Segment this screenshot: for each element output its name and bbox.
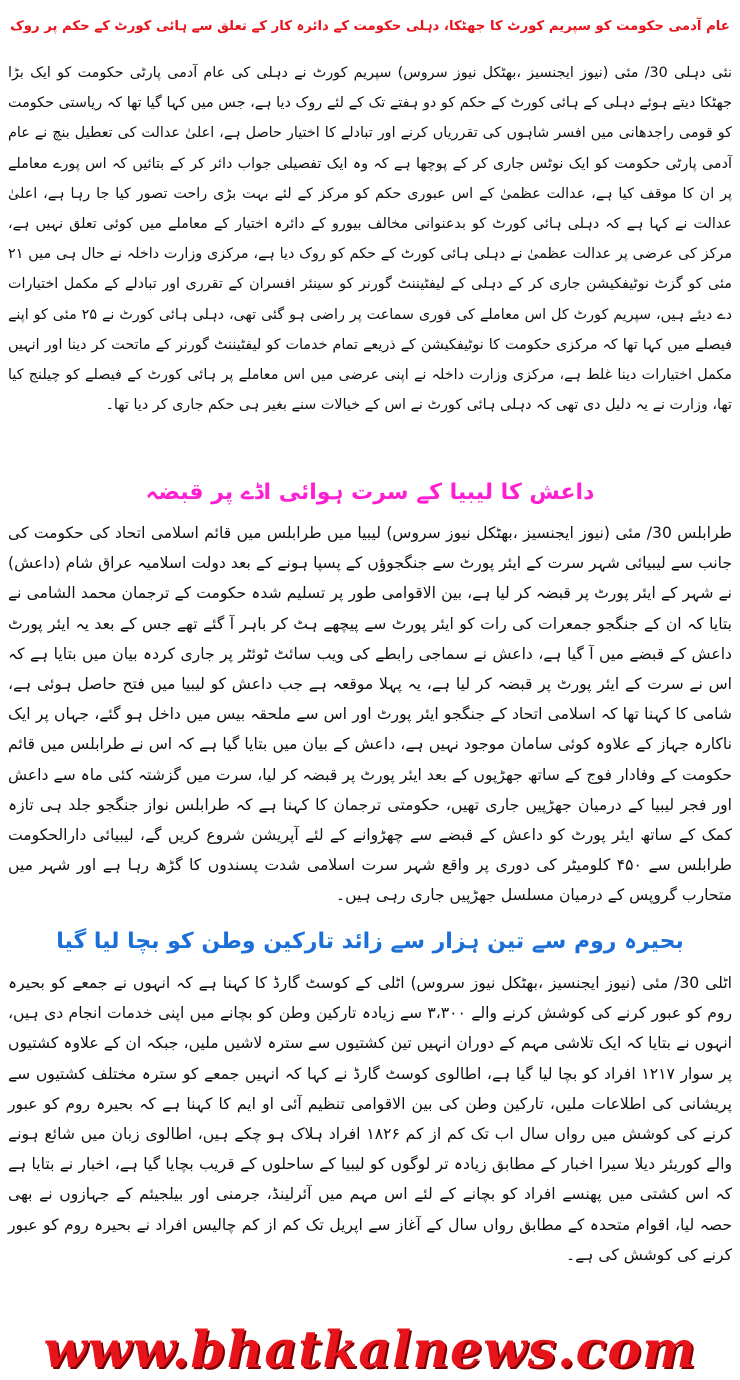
article2-headline: داعش کا لیبیا کے سرت ہوائی اڈے پر قبضہ <box>145 480 595 505</box>
article1-body: نئی دہلی 30/ مئی (نیوز ایجنسیز ،بھٹکل نیوز سروس) سپریم کورٹ نے دہلی کی عام آدمی پارٹی حکومت کو ایک بڑا جھٹکا دیتے ہوئے دہلی کے ہائی کورٹ کے حکم کو دو ہفتے تک کے لئے روک دیا ہے، جس میں کہا گیا تھا کہ ریاستی حکومت کو قومی راجدھانی میں افسر شاہوں کی تقرریاں کرنے اور تبادلے کا اختیار حاصل ہے، اعلیٰ عدالت کی تعطیل بنچ نے عام آدمی پارٹی حکومت کو ایک نوٹس جاری کر کے پوچھا ہے کہ وہ ایک تفصیلی جواب دائر کر کے بتائیں کہ اس پورے معاملے پر ان کا موقف کیا ہے، عدالت عظمیٰ کے اس عبوری حکم کو مرکز کے لئے بہت بڑی راحت تصور کیا جا رہا ہے، اعلیٰ عدالت نے کہا ہے کہ دہلی ہائی کورٹ کو بدعنوانی مخالف بیورو کے دائرہ اختیار کے معاملے میں کوئی تعلق نہیں ہے، مرکز کی عرضی پر عدالت عظمیٰ نے دہلی ہائی کورٹ کے حکم کو روک دیا ہے، مرکزی وزارت داخلہ نے حال ہی میں ۲۱ مئی کو گزٹ نوٹیفکیشن جاری کر کے دہلی کے لیفٹیننٹ گورنر کو سینئر افسران کے تقرری اور تبادلے کے مکمل اختیارات دے دیئے ہیں، سپریم کورٹ کل اس معاملے کی فوری سماعت پر راضی ہو گئی تھی، دہلی ہائی کورٹ نے ۲۵ مئی کو اپنے فیصلے میں کہا تھا کہ مرکزی حکومت کا نوٹیفکیشن کے ذریعے تمام خدمات کو لیفٹیننٹ گورنر کے ماتحت کر دینا اور انہیں مکمل اختیارات دینا غلط ہے، مرکزی وزارت داخلہ نے اپنی عرضی میں اس معاملے پر ہائی کورٹ کے فیصلے کو چیلنج کیا تھا، وزارت نے یہ دلیل دی تھی کہ دہلی ہائی کورٹ نے اس کے خیالات سنے بغیر ہی حکم جاری کر دیا تھا۔ <box>8 65 732 414</box>
article1-headline: عام آدمی حکومت کو سپریم کورٹ کا جھٹکا، دہلی حکومت کے دائرہ کار کے تعلق سے ہائی کورٹ کے حکم پر روک <box>10 19 730 34</box>
article3-body: اٹلی 30/ مئی (نیوز ایجنسیز ،بھٹکل نیوز سروس) اٹلی کے کوسٹ گارڈ کا کہنا ہے کہ انہوں نے جمعے کو بحیرہ روم کو عبور کرنے کی کوشش کرنے والے ۳،۳۰۰ سے زیادہ تارکین وطن کو بچانے میں اپنی خدمات انجام دی ہیں، انہوں نے بتایا کہ ایک تلاشی مہم کے دوران انہیں تین کشتیوں سے سترہ لاشیں ملیں، جبکہ ان کے علاوہ کشتیوں پر سوار ۱۲۱۷ افراد کو بچا لیا گیا ہے، اطالوی کوسٹ گارڈ نے کہا کہ انہیں جمعے کو سترہ مختلف کشتیوں سے پریشانی کی اطلاعات ملیں، تارکین وطن کی بین الاقوامی تنظیم آئی او ایم کا کہنا ہے کہ بحیرہ روم کو عبور کرنے کی کوشش میں رواں سال اب تک کم از کم ۱۸۲۶ افراد ہلاک ہو چکے ہیں، اطالوی زبان میں شائع ہونے والے کوریئر دیلا سیرا اخبار کے مطابق زیادہ تر لوگوں کو لیبیا کے ساحلوں کے قریب بچایا گیا ہے، اخبار نے بتایا ہے کہ اس کشتی میں پھنسے افراد کو بچانے کے لئے اس مہم میں آئرلینڈ، جرمنی اور بیلجیئم کے جہازوں نے بھی حصہ لیا، اقوام متحدہ کے مطابق رواں سال کے آغاز سے اپریل تک کم از کم چالیس افراد نے بحیرہ روم کو عبور کرنے کی کوشش کی ہے۔ <box>8 974 733 1264</box>
article3-headline: بحیرہ روم سے تین ہزار سے زائد تارکین وطن کو بچا لیا گیا <box>56 929 684 954</box>
article2-body: طرابلس 30/ مئی (نیوز ایجنسیز ،بھٹکل نیوز سروس) لیبیا میں طرابلس میں قائم اسلامی اتحاد کی حکومت کی جانب سے لیبیائی شہر سرت کے ایئر پورٹ سے جنگجوؤں کے پسپا ہونے کے بعد دولت اسلامیہ عراق شام (داعش) نے شہر کے ایئر پورٹ پر قبضہ کر لیا ہے، بین الاقوامی طور پر تسلیم شدہ حکومت کے ترجمان محمد الشامی نے بتایا کہ ان کے جنگجو جمعرات کی رات کو ایئر پورٹ سے پیچھے ہٹ کر باہر آ گئے تھے جس کے بعد یہ ایئر پورٹ داعش کے قبضے میں آ گیا ہے، داعش نے سماجی رابطے کی ویب سائٹ ٹوئٹر پر جاری کردہ بیان میں بتایا ہے کہ اس نے سرت کے ایئر پورٹ پر قبضہ کر لیا ہے، یہ پہلا موقعہ ہے جب داعش کو لیبیا میں فتح حاصل ہوئی ہے، شامی کا کہنا تھا کہ اسلامی اتحاد کے جنگجو ایئر پورٹ اور اس سے ملحقہ بیس میں داخل ہو گئے، جہاں پر ایک ناکارہ جہاز کے علاوہ کوئی سامان موجود نہیں ہے، داعش کے بیان میں بتایا گیا ہے کہ اس نے طرابلس میں قائم حکومت کے وفادار فوج کے ساتھ جھڑپوں کے بعد ایئر پورٹ پر قبضہ کر لیا، سرت میں گزشتہ کئی ماہ سے داعش اور فجر لیبیا کے درمیان جھڑپیں جاری تھیں، حکومتی ترجمان کا کہنا ہے کہ طرابلس نواز جنگجو جلد ہی تازہ کمک کے ساتھ ایئر پورٹ کو داعش کے قبضے سے چھڑوانے کے لئے آپریشن شروع کریں گے، لیبیائی دارالحکومت طرابلس سے ۴۵۰ کلومیٹر کی دوری پر واقع شہر سرت اسلامی شدت پسندوں کا گڑھ رہا ہے اور شہر میں متحارب گروپس کے درمیان مسلسل جھڑپیں جاری رہی ہیں۔ <box>8 524 732 905</box>
website-footer-link[interactable]: www.bhatkalnews.com <box>43 1320 697 1379</box>
